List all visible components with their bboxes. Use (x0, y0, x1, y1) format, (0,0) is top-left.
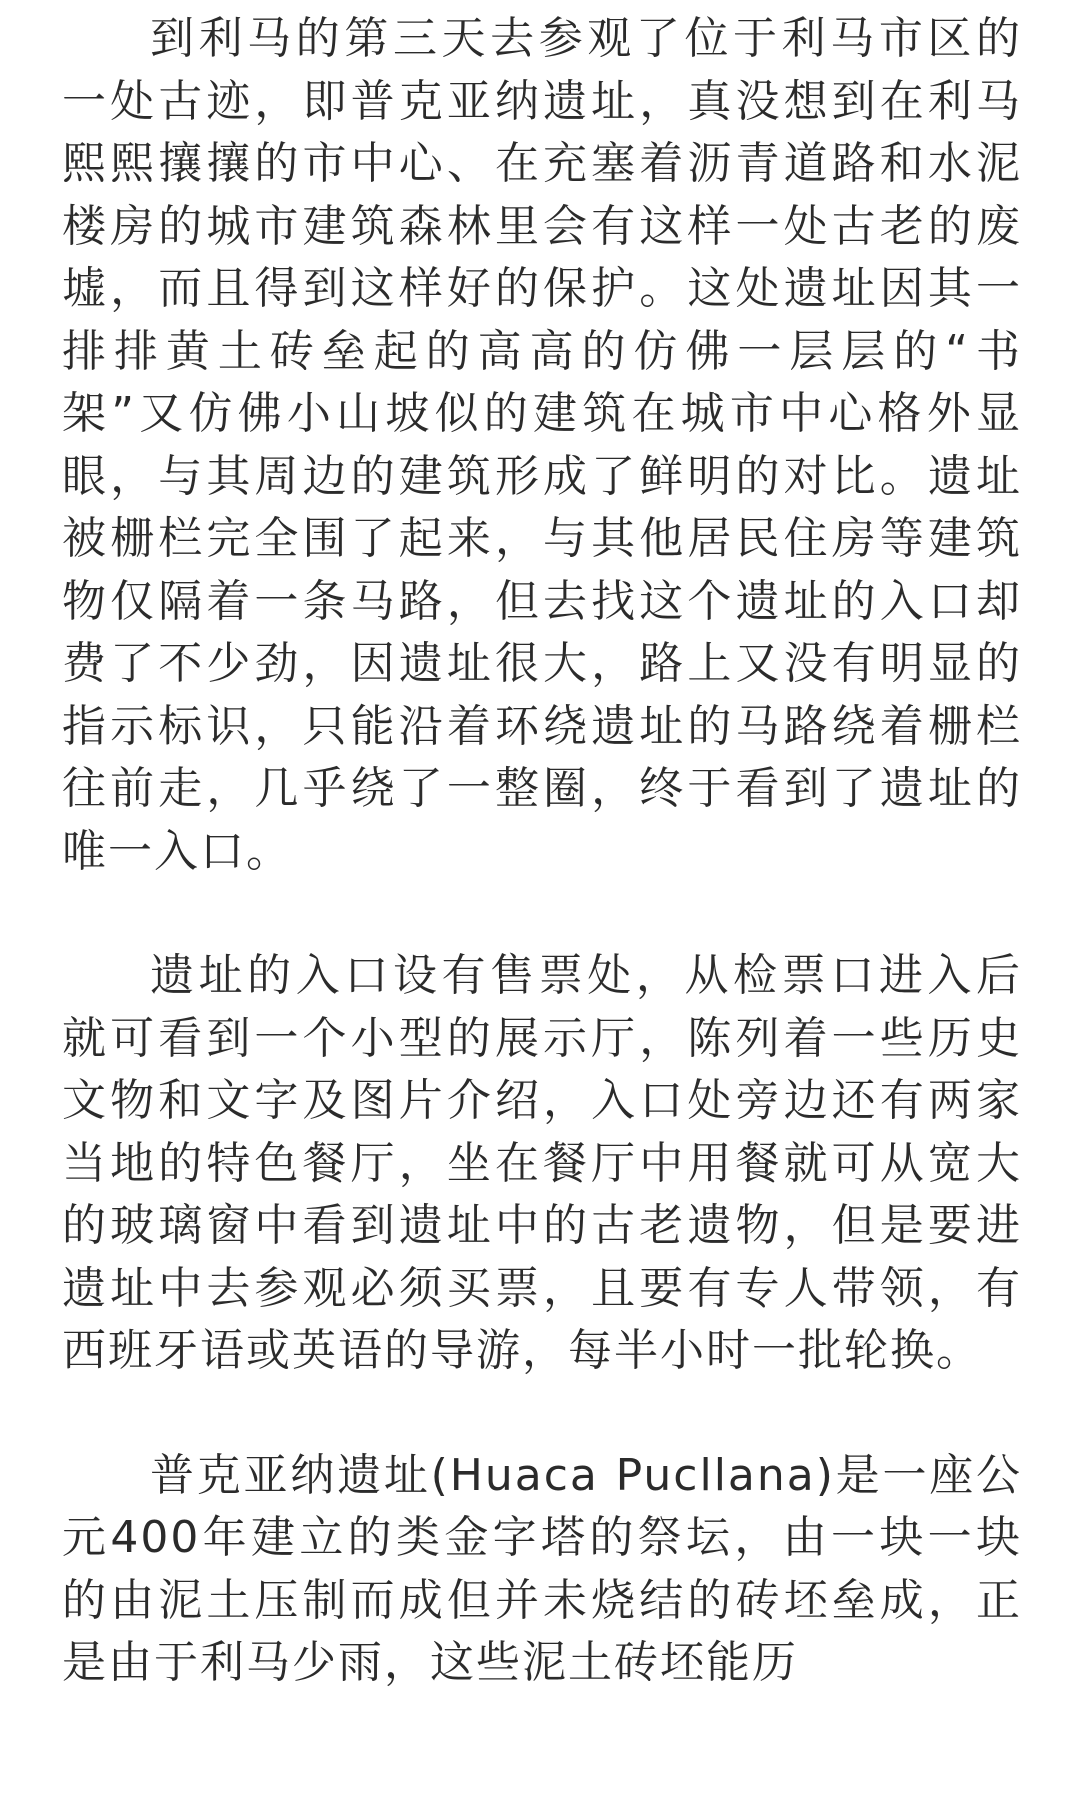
paragraph-3: 普克亚纳遗址(Huaca Pucllana)是一座公元400年建立的类金字塔的祭坛，由一块一块的由泥土压制而成但并未烧结的砖坯垒成，正是由于利马少雨，这些泥土砖坯能历 (62, 1449, 1022, 1688)
paragraph-2: 遗址的入口设有售票处，从检票口进入后就可看到一个小型的展示厅，陈列着一些历史文物和文字及图片介绍，入口处旁边还有两家当地的特色餐厅，坐在餐厅中用餐就可从宽大的玻璃窗中看到遗址中的古老遗物，但是要进遗址中去参观必须买票，且要有专人带领，有西班牙语或英语的导游，每半小时一批轮换。 (62, 950, 1022, 1376)
paragraph-1: 到利马的第三天去参观了位于利马市区的一处古迹，即普克亚纳遗址，真没想到在利马熙熙攘攘的市中心、在充塞着沥青道路和水泥楼房的城市建筑森林里会有这样一处古老的废墟，而且得到这样好的保护。这处遗址因其一排排黄土砖垒起的高高的仿佛一层层的“书架”又仿佛小山坡似的建筑在城市中心格外显眼，与其周边的建筑形成了鲜明的对比。遗址被栅栏完全围了起来，与其他居民住房等建筑物仅隔着一条马路，但去找这个遗址的入口却费了不少劲，因遗址很大，路上又没有明显的指示标识，只能沿着环绕遗址的马路绕着栅栏往前走，几乎绕了一整圈，终于看到了遗址的唯一入口。 (62, 13, 1022, 877)
article-body (62, 8, 1022, 1695)
